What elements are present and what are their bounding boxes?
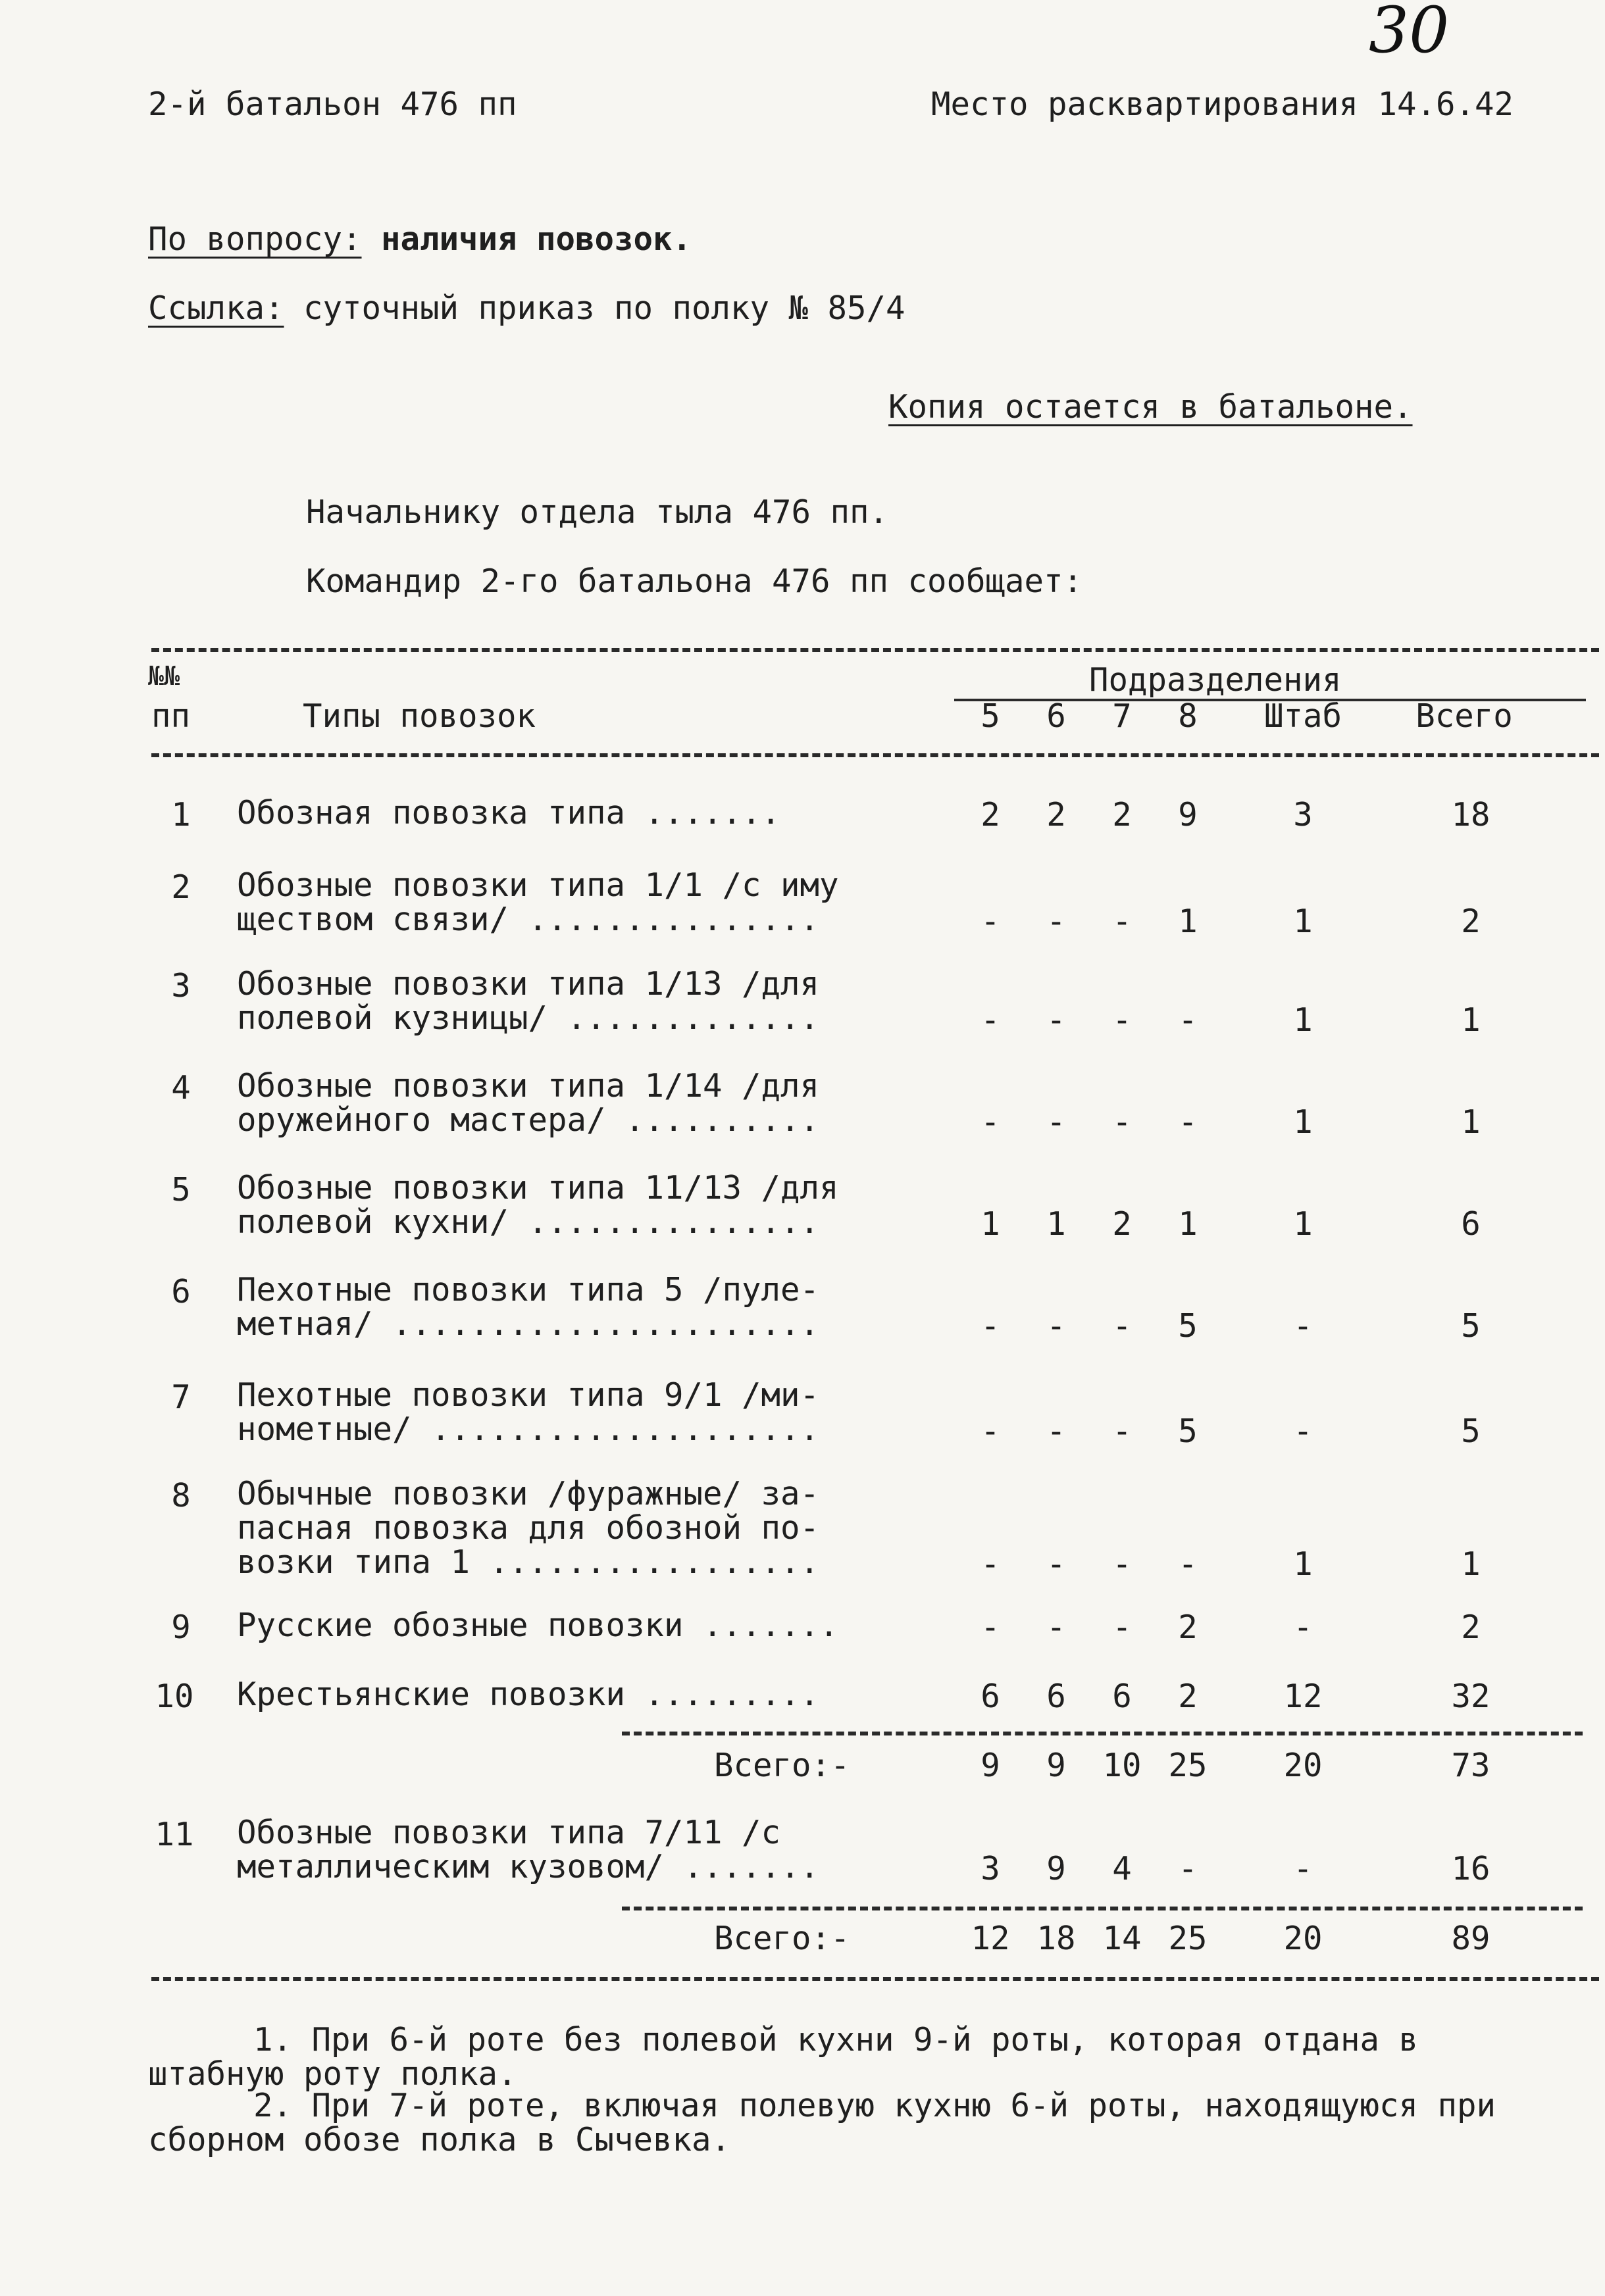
cell-7: 4 — [1112, 1850, 1132, 1887]
cell-staff: 1 — [1293, 903, 1313, 940]
total-label: Всего:- — [714, 1920, 850, 1957]
cell-5: - — [981, 1307, 1000, 1345]
cell-6: 9 — [1046, 1850, 1066, 1887]
cell-8: 1 — [1178, 903, 1198, 940]
cell-7: - — [1112, 1001, 1132, 1039]
row-number: 9 — [171, 1609, 191, 1646]
cell-staff: 20 — [1283, 1920, 1323, 1957]
cell-6: 2 — [1046, 796, 1066, 834]
cell-total: 1 — [1461, 1103, 1481, 1141]
cell-7: - — [1112, 1609, 1132, 1646]
cell-8: 25 — [1168, 1747, 1208, 1784]
cell-total: 18 — [1451, 796, 1490, 834]
cell-total: 2 — [1461, 903, 1481, 940]
cell-8: - — [1178, 1850, 1198, 1887]
subject-label: По вопросу: — [148, 220, 362, 258]
cell-5: - — [981, 1545, 1000, 1583]
col-type-header: Типы повозок — [303, 697, 536, 735]
cell-total: 1 — [1461, 1001, 1481, 1039]
cell-total: 6 — [1461, 1205, 1481, 1243]
sub-header-5: 5 — [981, 697, 1000, 735]
cell-5: - — [981, 903, 1000, 940]
cell-8: 1 — [1178, 1205, 1198, 1243]
total-rule — [622, 1907, 1583, 1910]
cell-staff: 1 — [1293, 1103, 1313, 1141]
cell-7: 14 — [1102, 1920, 1142, 1957]
cell-7: - — [1112, 1103, 1132, 1141]
row-description: Пехотные повозки типа 9/1 /ми- нометные/ .................... — [237, 1376, 820, 1448]
cell-7: - — [1112, 1412, 1132, 1450]
cell-6: - — [1046, 1412, 1066, 1450]
addressee: Начальнику отдела тыла 476 пп. — [306, 493, 889, 531]
footnote-2: 2. При 7-й роте, включая полевую кухню 6-й роты, находящуюся при сборном обозе полка в Сычевка. — [148, 2087, 1496, 2159]
intro-line: Командир 2-го батальона 476 пп сообщает: — [306, 562, 1083, 600]
row-description: Обозная повозка типа ....... — [237, 794, 781, 832]
cell-total: 89 — [1451, 1920, 1490, 1957]
row-number: 5 — [171, 1171, 191, 1209]
subdivisions-group-header: Подразделения — [1089, 661, 1342, 699]
subject-text: наличия повозок. — [381, 220, 692, 258]
cell-6: 9 — [1046, 1747, 1066, 1784]
row-number: 11 — [155, 1816, 194, 1853]
row-number: 2 — [171, 868, 191, 906]
cell-8: 2 — [1178, 1678, 1198, 1715]
cell-8: - — [1178, 1001, 1198, 1039]
cell-6: - — [1046, 903, 1066, 940]
row-description: Обозные повозки типа 1/1 /с иму ществом связи/ ............... — [237, 866, 839, 938]
cell-5: 1 — [981, 1205, 1000, 1243]
cell-staff: - — [1293, 1850, 1313, 1887]
cell-staff: 12 — [1283, 1678, 1323, 1715]
sub-header-7: 7 — [1112, 697, 1132, 735]
cell-8: - — [1178, 1545, 1198, 1583]
cell-total: 2 — [1461, 1609, 1481, 1646]
sub-header-6: 6 — [1046, 697, 1066, 735]
cell-8: 5 — [1178, 1307, 1198, 1345]
row-number: 3 — [171, 967, 191, 1005]
copy-note: Копия остается в батальоне. — [888, 388, 1413, 426]
reference-text: суточный приказ по полку № 85/4 — [303, 289, 905, 327]
reference-line — [148, 289, 905, 327]
row-description: Обозные повозки типа 11/13 /для полевой кухни/ ............... — [237, 1169, 839, 1241]
sub-header-staff: Штаб — [1263, 697, 1342, 735]
footnote-1: 1. При 6-й роте без полевой кухни 9-й роты, которая отдана в штабную роту полка. — [148, 2021, 1419, 2093]
subtotal-label: Всего:- — [714, 1747, 850, 1784]
cell-total: 5 — [1461, 1307, 1481, 1345]
row-description: Крестьянские повозки ......... — [237, 1676, 820, 1713]
cell-7: - — [1112, 1545, 1132, 1583]
cell-6: - — [1046, 1545, 1066, 1583]
cell-8: 5 — [1178, 1412, 1198, 1450]
cell-staff: - — [1293, 1307, 1313, 1345]
cell-6: 1 — [1046, 1205, 1066, 1243]
sub-header-8: 8 — [1178, 697, 1198, 735]
cell-staff: - — [1293, 1412, 1313, 1450]
cell-5: - — [981, 1412, 1000, 1450]
row-description: Обычные повозки /фуражные/ за- пасная повозка для обозной по- возки типа 1 ................. — [237, 1475, 820, 1581]
cell-total: 5 — [1461, 1412, 1481, 1450]
cell-8: 25 — [1168, 1920, 1208, 1957]
cell-6: 18 — [1036, 1920, 1076, 1957]
cell-5: 2 — [981, 796, 1000, 834]
row-description: Обозные повозки типа 1/13 /для полевой кузницы/ ............. — [237, 965, 820, 1037]
cell-7: - — [1112, 1307, 1132, 1345]
cell-6: 6 — [1046, 1678, 1066, 1715]
row-number: 6 — [171, 1273, 191, 1310]
row-number: 8 — [171, 1477, 191, 1514]
cell-7: 6 — [1112, 1678, 1132, 1715]
row-description: Обозные повозки типа 7/11 /с металлическим кузовом/ ....... — [237, 1814, 820, 1885]
cell-total: 16 — [1451, 1850, 1490, 1887]
unit-header: 2-й батальон 476 пп — [148, 86, 517, 123]
cell-staff: 1 — [1293, 1001, 1313, 1039]
row-number: 7 — [171, 1378, 191, 1416]
reference-label: Ссылка: — [148, 289, 284, 327]
cell-6: - — [1046, 1103, 1066, 1141]
cell-7: - — [1112, 903, 1132, 940]
cell-staff: - — [1293, 1609, 1313, 1646]
cell-7: 2 — [1112, 796, 1132, 834]
cell-5: 6 — [981, 1678, 1000, 1715]
sub-header-total: Всего — [1415, 697, 1513, 735]
cell-total: 32 — [1451, 1678, 1490, 1715]
table-header-rule — [151, 753, 1599, 757]
cell-total: 73 — [1451, 1747, 1490, 1784]
row-description: Обозные повозки типа 1/14 /для оружейного мастера/ .......... — [237, 1067, 820, 1139]
cell-8: 2 — [1178, 1609, 1198, 1646]
archive-page-number: 30 — [1369, 0, 1450, 67]
cell-5: 9 — [981, 1747, 1000, 1784]
cell-staff: 3 — [1293, 796, 1313, 834]
cell-5: - — [981, 1609, 1000, 1646]
cell-6: - — [1046, 1307, 1066, 1345]
cell-staff: 1 — [1293, 1545, 1313, 1583]
row-number: 1 — [171, 796, 191, 834]
cell-8: - — [1178, 1103, 1198, 1141]
cell-7: 10 — [1102, 1747, 1142, 1784]
row-description: Пехотные повозки типа 5 /пуле- метная/ ...................... — [237, 1271, 820, 1343]
place-date-header: Место расквартирования 14.6.42 — [931, 86, 1514, 123]
cell-6: - — [1046, 1609, 1066, 1646]
row-number: 4 — [171, 1069, 191, 1107]
cell-5: 12 — [971, 1920, 1010, 1957]
col-num-header-bottom: пп — [151, 697, 191, 735]
cell-7: 2 — [1112, 1205, 1132, 1243]
cell-total: 1 — [1461, 1545, 1481, 1583]
cell-5: - — [981, 1103, 1000, 1141]
cell-5: - — [981, 1001, 1000, 1039]
table-top-rule — [151, 648, 1599, 652]
cell-staff: 1 — [1293, 1205, 1313, 1243]
cell-8: 9 — [1178, 796, 1198, 834]
row-number: 10 — [155, 1678, 194, 1715]
col-num-header-top: №№ — [148, 661, 180, 691]
cell-5: 3 — [981, 1850, 1000, 1887]
subject-line — [148, 220, 692, 258]
subtotal-rule — [622, 1732, 1583, 1735]
row-description: Русские обозные повозки ....... — [237, 1607, 839, 1644]
cell-staff: 20 — [1283, 1747, 1323, 1784]
cell-6: - — [1046, 1001, 1066, 1039]
table-bottom-rule — [151, 1977, 1599, 1981]
